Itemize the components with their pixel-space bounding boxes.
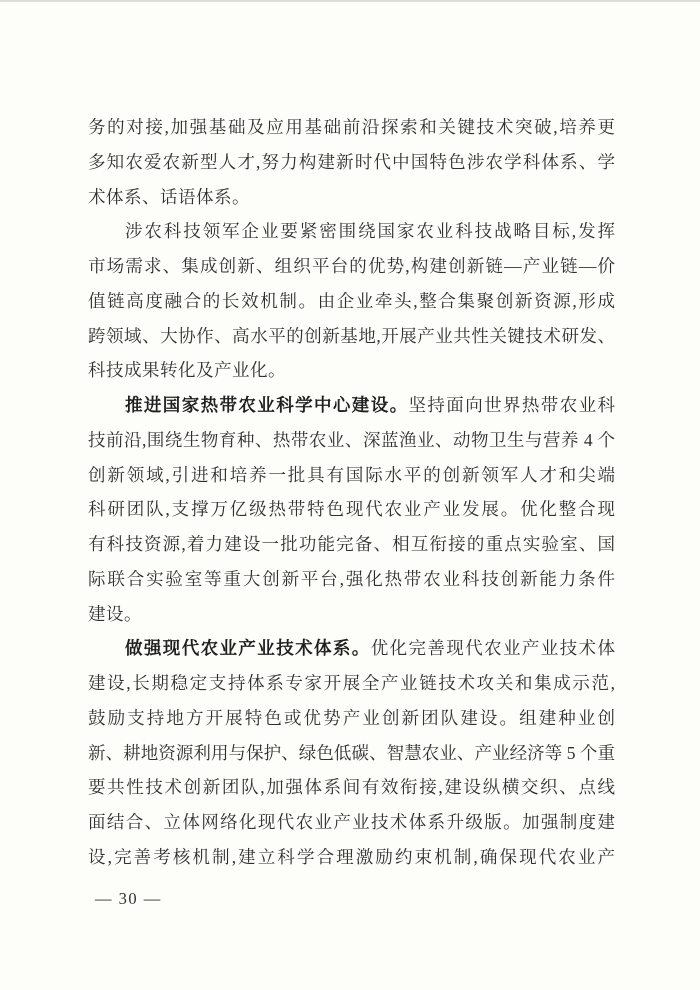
text-line: 技前沿,围绕生物育种、热带农业、深蓝渔业、动物卫生与营养 4 个: [88, 429, 615, 450]
scan-edge: [0, 0, 700, 2]
page-number: — 30 —: [95, 889, 162, 908]
section-heading: 做强现代农业产业技术体系。: [125, 638, 371, 659]
text-line: 建设,长期稳定支持体系专家开展全产业链技术攻关和集成示范,: [88, 673, 615, 693]
document-body: [88, 110, 615, 875]
text-line: 术体系、话语体系。: [88, 186, 250, 207]
text-line: 科技成果转化及产业化。: [88, 360, 286, 381]
text-line: [88, 388, 615, 423]
text-line: 新、耕地资源利用与保护、绿色低碳、智慧农业、产业经济等 5 个重: [88, 742, 615, 763]
text-line: [88, 631, 615, 666]
text-line: 有科技资源,着力建设一批功能完备、相互衔接的重点实验室、国: [88, 534, 615, 554]
text-line: 多知农爱农新型人才,努力构建新时代中国特色涉农学科体系、学: [88, 151, 615, 172]
text-run: 坚持面向世界热带农业科: [408, 395, 615, 415]
text-line: 值链高度融合的长效机制。由企业牵头,整合集聚创新资源,形成: [88, 290, 615, 311]
text-line: 设,完善考核机制,建立科学合理激励约束机制,确保现代农业产: [88, 846, 615, 867]
text-line: 际联合实验室等重大创新平台,强化热带农业科技创新能力条件: [88, 568, 615, 589]
page-footer: [95, 887, 162, 911]
text-line: 市场需求、集成创新、组织平台的优势,构建创新链—产业链—价: [88, 256, 615, 276]
text-line: 要共性技术创新团队,加强体系间有效衔接,建设纵横交织、点线: [88, 777, 615, 798]
text-run: 优化完善现代农业产业技术体: [370, 638, 616, 659]
text-line: 建设。: [88, 603, 142, 624]
text-line: 务的对接,加强基础及应用基础前沿探索和关键技术突破,培养更: [88, 117, 615, 137]
text-line: 跨领域、大协作、高水平的创新基地,开展产业共性关键技术研发、: [88, 325, 615, 346]
text-line: 面结合、立体网络化现代农业产业技术体系升级版。加强制度建: [88, 812, 615, 832]
section-heading: 推进国家热带农业科学中心建设。: [125, 395, 409, 415]
text-line: 创新领域,引进和培养一批具有国际水平的创新领军人才和尖端: [88, 464, 615, 485]
text-line: 涉农科技领军企业要紧密围绕国家农业科技战略目标,发挥: [125, 221, 615, 242]
text-line: 鼓励支持地方开展特色或优势产业创新团队建设。组建种业创: [88, 707, 615, 728]
text-line: 科研团队,支撑万亿级热带特色现代农业产业发展。优化整合现: [88, 499, 615, 520]
